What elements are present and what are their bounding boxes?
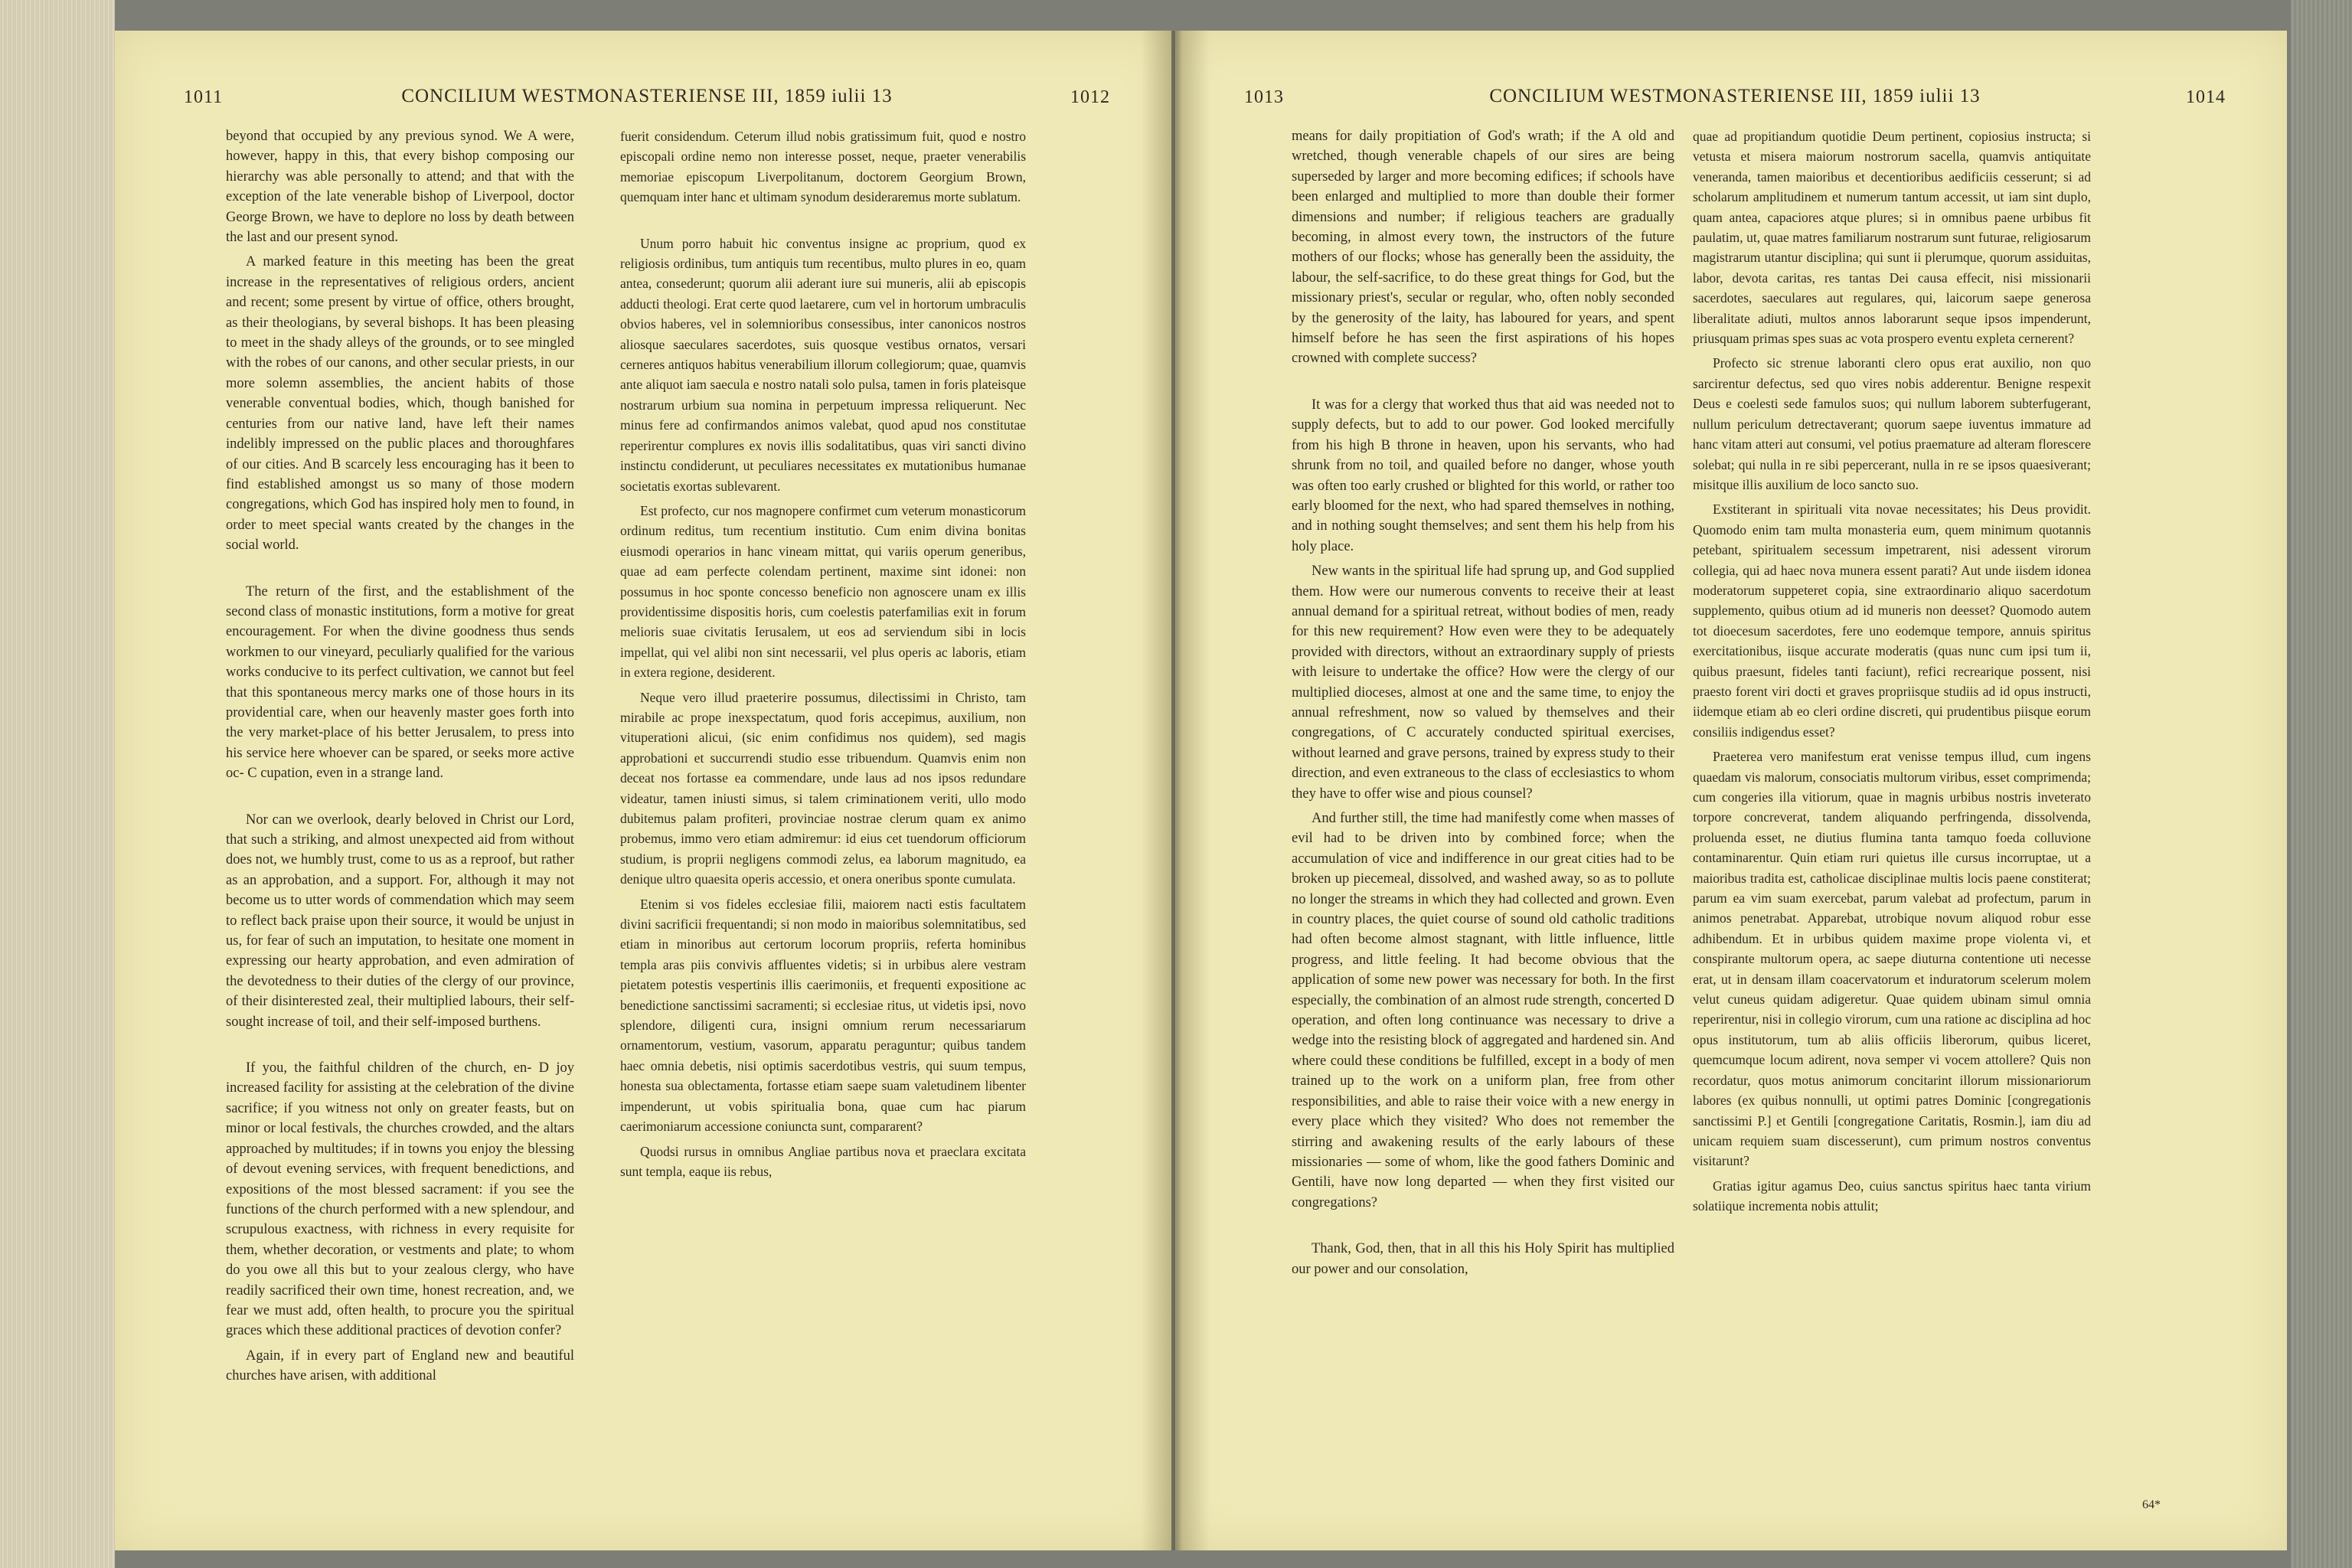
latin-column-left — [620, 126, 1026, 1520]
paragraph: Neque vero illud praeterire possumus, dilectissimi in Christo, tam mirabile ac prope inexspectatum, quod foris accepimus, auxilium, non vituperationi alicui, (sic enim confidimus nos quidem), sed magis approbationi et succurrendi studio esse tribuendum. Quamvis enim non deceat nos fortasse ea commendare, unde laus ad nos ipsos redundare videatur, tamen iniusti simus, si talem criminationem veriti, ullo modo dubitemus palam profiteri, provinciae nostrae clerum quam ex animo probemus, immo vero etiam admiremur: id eius cet tuendorum officiorum studium, is proprii negligens commodi zelus, ea laborum magnitudo, ea denique ultro quaesita operis accessio, et onera oneribus sponte cumulata. — [620, 689, 1026, 887]
paragraph: New wants in the spiritual life had sprung up, and God supplied them. How were our numerous convents to receive their at least annual demand for a spiritual retreat, without bodies of men, ready for this new requirement? How even were they to be adequately provided with directors, without an extraordinary supply of priests with leisure to undertake the office? How were the clergy of our multiplied dioceses, almost at one and the same time, to enjoy the annual refreshment, now so valued by themselves and their congregations, of C accurately conducted spiritual exercises, without learned and grave persons, trained by express study to their direction, and even extraneous to the class of ecclesiastics to whom they have to offer wise and pious counsel? — [1292, 564, 1674, 802]
paragraph: Etenim si vos fideles ecclesiae filii, maiorem nacti estis facultatem divini sacrificii frequentandi; si non modo in maioribus solemnitatibus, sed etiam in minoribus aut certorum locorum propriis, referta hominibus templa aras piis convivis affluentes videtis; si in urbibus alere vestram pietatem potestis vespertinis illis caerimoniis, et frequenti expositione ac benedictione sanctissimi sacramenti; si ecclesiae ritus, ut videtis ipsi, novo splendore, diligenti cura, insigni omnium rerum necessariarum ornamentorum, vestium, vasorum, apparatu peraguntur; quibus tandem haec omnia debetis, nisi optimis sacerdotibus vestris, qui suum tempus, honesta sua oblectamenta, fortasse etiam saepe suam valetudinem libenter impenderunt, ut vobis spiritualia bona, quae cum hac piarum caerimoniarum accessione coniuncta sunt, compararent? — [620, 896, 1026, 1135]
paragraph: Gratias igitur agamus Deo, cuius sanctus spiritus haec tanta virium solatiique incrementa nobis attulit; — [1693, 1178, 2091, 1214]
paragraph: Exstiterant in spirituali vita novae necessitates; his Deus providit. Quomodo enim tam multa monasteria eum, quem minimum quotannis petebant, spiritualem secessum impetrarent, nisi adessent virorum collegia, qui ad haec nova munera essent parati? Aut unde iisdem idonea moderatorum suppeteret copia, sine extraordinario aliquo sacerdotum supplemento, quibus otium ad id muneris non deesset? Quomodo autem tot dioecesum sacerdotes, fere uno eodemque tempore, annuis spiritus exercitationibus, iisque accurate moderatis (quas nunc cum ipsi tum ii, quibus praesunt, fideles tanti faciunt), refici recrearique possent, nisi praesto forent viri docti et graves propriisque studiis ad id opus instructi, iidemque etiam ab eo cleri ordine discreti, qui prudentibus piisque eorum consiliis indigendus esset? — [1693, 501, 2091, 740]
running-title-right: CONCILIUM WESTMONASTERIENSE III, 1859 iulii 13 — [1489, 86, 1981, 106]
latin-column-right — [1693, 126, 2091, 1520]
paragraph: means for daily propitiation of God's wrath; if the A old and wretched, though venerable chapels of our sires are being superseded by larger and more becoming edifices; if schools have been enlarged and multiplied to more than double their former dimensions and number; if religious teachers are gradually becoming, in almost every town, the instructors of the future mothers of our flocks; whose has generally been the assiduity, the labour, the self-sacrifice, to do these great things for God, but the missionary priest's, secular or regular, who, often nobly seconded by the generosity of the laity, has laboured for years, and spent himself before he has seen the first aspirations of his hopes crowned with complete success? — [1292, 129, 1674, 367]
paragraph: Profecto sic strenue laboranti clero opus erat auxilio, non quo sarcirentur defectus, sed quo vires nobis adderentur. Benigne respexit Deus e coelesti sede famulos suos; qui nullum laborem subterfugerant, nullum periculum detrectaverant; quorum saepe iuventus immature ad hanc vitam atteri aut consumi, vel potius praemature ad alteram florescere solebat; qui nulla in re sibi pepercerant, nulla in re se ipsos quaesiverant; misitque illis auxilium de loco sancto suo. — [1693, 355, 2091, 492]
english-column-right — [1292, 126, 1674, 1520]
english-column-left — [226, 126, 574, 1520]
scanner-bed — [2291, 0, 2352, 1568]
left-page-header — [184, 83, 1110, 113]
paragraph: And further still, the time had manifestly come when masses of evil had to be driven into by combined force; when the accumulation of vice and indifference in our great cities had to be broken up piecemeal, dissolved, and washed away, so as to pollute no longer the streams in which they had collected and grown. Even in country places, the quiet course of sound old catholic traditions had often become almost stagnant, with little influence, little progress, and little feeling. It had become obvious that the application of some new power was necessary for both. In the first especially, the combination of an almost rude strength, concerted D operation, and often long continuance was necessary to drive a wedge into the resisting block of aggregated and hardened sin. And where could these conditions be fulfilled, except in a body of men trained up to the work on a uniform plan, free from other responsibilities, and able to raise their voice with a new energy in every place which they visited? Who does not remember the stirring and awakening results of the early labours of these missionaries — some of whom, like the good fathers Dominic and Gentili, have now long departed — when they first visited our congregations? — [1292, 811, 1674, 1210]
paragraph: Est profecto, cur nos magnopere confirmet cum veterum monasticorum ordinum reditus, tum recentium institutio. Cum enim divina bonitas eiusmodi operarios in hanc vineam mittat, qui variis operum generibus, quae ad eam perfecte colendam pertinent, maxime sint idonei: non possumus in hoc sponte concesso beneficio non agnoscere unam ex illis providentissime dispositis horis, cum coelestis paterfamilias exit in forum melioris suae civitatis Ierusalem, ut eos ad serviendum sibi in locis impellat, qui vel alibi non sint necessarii, vel plus operis ac laboris, etiam in extera regione, desiderent. — [620, 502, 1026, 681]
book-gutter — [1141, 31, 1210, 1550]
running-title-left: CONCILIUM WESTMONASTERIENSE III, 1859 iulii 13 — [401, 86, 893, 106]
paragraph: The return of the first, and the establishment of the second class of monastic institutions, form a motive for great encouragement. For when the divine goodness thus sends workmen to our vineyard, peculiarly qualified for the various works conducive to its perfect cultivation, we cannot but feel that this spontaneous mercy marks one of those hours in its providential care, when our heavenly master goes forth into the very market-place of his better Jerusalem, to press into his service here whoever can be spared, or seeks more active oc- C cupation, even in a strange land. — [226, 583, 574, 782]
signature-mark: 64* — [2142, 1498, 2161, 1511]
page-number-1014: 1014 — [2186, 87, 2226, 107]
paragraph: It was for a clergy that worked thus that aid was needed not to supply defects, but to add to our power. God looked mercifully from his high B throne in heaven, upon his servants, who had shrunk from no toil, and quailed before no danger, whose youth was often too early crushed or blighted for this world, or rather too early bloomed for the next, who had spared themselves in nothing, and in nothing sought themselves; and sent them his help from his holy place. — [1292, 397, 1674, 554]
paragraph: Again, if in every part of England new and beautiful churches have arisen, with additional — [226, 1348, 574, 1384]
paragraph: A marked feature in this meeting has been the great increase in the representatives of religious orders, ancient and recent; some present by virtue of office, others brought, as their theologians, by several bishops. It has been pleasing to meet in the shady alleys of the grounds, or to see mingled with the robes of our canons, and other secular priests, in our more solemn assemblies, the ancient habits of those venerable conventual bodies, which, though banished for centuries from our native land, have left their names indelibly impressed on the public places and thoroughfares of our cities. And B scarcely less encouraging has it been to find established amongst us so many of those modern congregations, which God has inspired holy men to found, in order to meet special wants created by the changes in the social world. — [226, 254, 574, 554]
book-page-edges — [0, 0, 115, 1568]
paragraph: beyond that occupied by any previous synod. We A were, however, happy in this, that every bishop composing our hierarchy was able personally to attend; and that with the exception of the late venerable bishop of Liverpool, doctor George Brown, we have to deplore no loss by death between the last and our present synod. — [226, 129, 574, 246]
paragraph: Nor can we overlook, dearly beloved in Christ our Lord, that such a striking, and almost unexpected aid from without does not, we humbly trust, come to us as a reproof, but rather as an approbation, and a support. For, although it may not become us to utter words of commendation which may seem to reflect back praise upon their source, it would be unjust in us, for fear of such an imputation, to hesitate one moment in expressing our hearty approbation, and even admiration of the devotedness to their duties of the clergy of our province, of their disinterested zeal, their multiplied labours, their self-sought increase of toil, and their self-imposed burthens. — [226, 812, 574, 1030]
page-number-1011: 1011 — [184, 87, 224, 107]
paragraph: quae ad propitiandum quotidie Deum pertinent, copiosius instructa; si vetusta et misera maiorum nostrorum sacella, quamvis antiquitate veneranda, tamen maioribus et decentioribus aedificiis cesserunt; si ad scholarum amplitudinem et numerum tantum accessit, ut iam sint duplo, quam antea, capaciores atque plures; si in omnibus paene urbibus fit paulatim, ut, quae matres familiarum nostrarum sunt futurae, religiosarum magistrarum utantur disciplina; qui sunt ii plerumque, quorum assiduitas, labor, devota caritas, res tantas Dei causa effecit, nisi missionarii sacerdotes, saeculares aut regulares, qui, laicorum saepe generosa liberalitate adiuti, multos annos laborarunt seque ipsos impenderunt, priusquam primas spes suas ac vota prospero eventu expleta cernerent? — [1693, 129, 2091, 347]
left-page — [115, 31, 1171, 1550]
page-number-1012: 1012 — [1070, 87, 1110, 107]
paragraph: fuerit considendum. Ceterum illud nobis gratissimum fuit, quod e nostro episcopali ordine nemo non interesse posset, neque, praeter venerabilis memoriae episcopum Liverpolitanum, doctorem Georgium Brown, quemquam inter hanc et ultimam synodum desideraremus morte sublatum. — [620, 129, 1026, 205]
right-page-header — [1244, 83, 2226, 113]
paragraph: Quodsi rursus in omnibus Angliae partibus nova et praeclara excitata sunt templa, eaque iis rebus, — [620, 1143, 1026, 1179]
right-page — [1175, 31, 2287, 1550]
paragraph: Praeterea vero manifestum erat venisse tempus illud, cum ingens quaedam vis malorum, consociatis multorum viribus, esset comprimenda; cum congeries illa vitiorum, quae in magnis urbibus nostris inveterato torpore concreverat, tandem aliquando perfringenda, dissolvenda, proluenda esset, ne diutius flumina tanta tamquo foeda colluvione contaminarentur. Quin etiam ruri quietus ille cursus incorruptae, ut a maioribus tradita est, catholicae disciplinae multis locis paene constiterat; parum ea vim suam exercebat, parum valebat ad profectum, parum in animos penetrabat. Apparebat, utrobique novum aliquod robur esse adhibendum. Et in urbibus quidem maxime prope violenta vi, et conspirante multorum opera, ac saepe diuturna contentione uti necesse erat, ut in densam illam coacervatorum et induratorum scelerum molem velut cuneus quidam adigeretur. Quae quidem ubinam simul omnia reperirentur, nisi in collegio virorum, cum una ratione ac disciplina ad hoc opus institutorum, tum ab aliis officiis liberorum, quibus liceret, quemcumque locum adirent, nova semper vi vocem attollere? Quis non recordatur, quos motus animorum concitarint illorum missionariorum labores (ex quibus nonnulli, ut optimi patres Dominic [congregationis sanctissimi P.] et Gentili [congregatione Caritatis, Rosmin.], iam diu ad unicam requiem suam discesserunt), cum primum nostros conventus visitarunt? — [1693, 749, 2091, 1169]
paragraph: Unum porro habuit hic conventus insigne ac proprium, quod ex religiosis ordinibus, tum antiquis tum recentibus, multo plures in eo, quam antea, consederunt; quorum alii aderant iure sui muneris, alii ab episcopis adducti theologi. Erat certe quod laetarere, cum vel in hortorum umbraculis obvios haberes, vel in solemnioribus consessibus, inter canonicos nostros aliosque saeculares sacerdotes, suis quosque vestibus ornatos, versari cerneres antiquos habitus venerabilium illorum collegiorum; quae, quamvis ante aliquot iam saecula e nostro natali solo pulsa, tamen in foris plateisque nostrarum urbium sua nomina in perpetuum impressa reliquerunt. Nec minus fere ad confirmandos animos valebat, quod apud nos constitutae reperirentur complures ex novis illis sodalitatibus, quas viri sancti divino instinctu condiderunt, ut peculiares necessitates ex mutationibus humanae societatis exortas sublevarent. — [620, 235, 1026, 494]
paragraph: Thank, God, then, that in all this his Holy Spirit has multiplied our power and our consolation, — [1292, 1241, 1674, 1277]
page-number-1013: 1013 — [1244, 87, 1284, 107]
paragraph: If you, the faithful children of the church, en- D joy increased facility for assisting at the celebration of the divine sacrifice; if you witness not only on greater feasts, but on minor or local festivals, the churches crowded, and the altars approached by multitudes; if in towns you enjoy the blessing of devout evening services, with frequent benedictions, and expositions of the most blessed sacrament: if you see the functions of the church performed with a new splendour, and scrupulous exactness, with richness in every requisite for them, whether decoration, or vestments and plate; to whom do you owe all this but to your zealous clergy, who have readily sacrificed their own time, honest recreation, and, we fear we must add, often health, to procure you the spiritual graces which these additional practices of devotion confer? — [226, 1060, 574, 1339]
